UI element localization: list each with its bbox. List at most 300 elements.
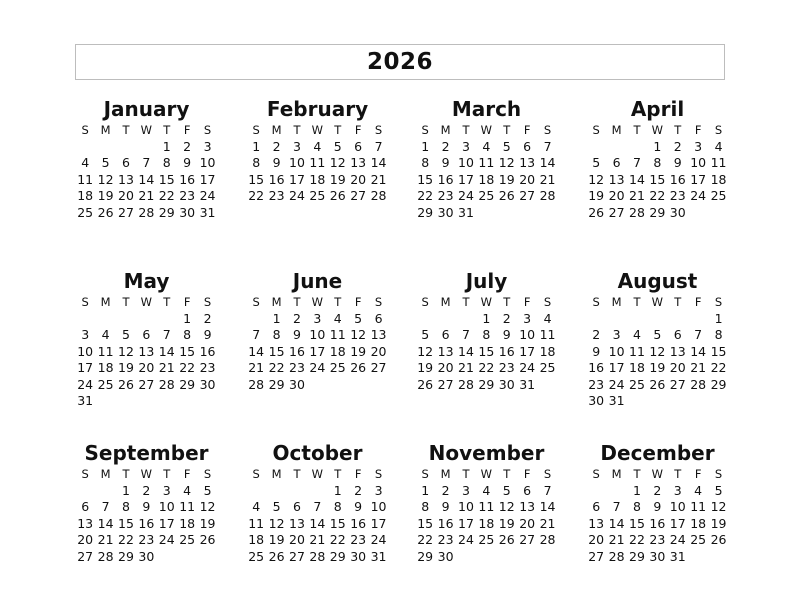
weekday-label: M bbox=[271, 295, 282, 309]
day-cell: 14 bbox=[458, 343, 474, 359]
empty-cell bbox=[75, 311, 95, 328]
day-cell: 23 bbox=[669, 188, 686, 203]
empty-cell bbox=[586, 483, 606, 500]
day-cell: 4 bbox=[482, 138, 491, 154]
day-cell: 28 bbox=[539, 188, 556, 203]
day-cell: 11 bbox=[478, 155, 495, 170]
day-cell: 16 bbox=[350, 515, 367, 531]
weekday-label: F bbox=[523, 467, 531, 481]
day-grid bbox=[246, 122, 389, 205]
day-cell: 6 bbox=[612, 155, 621, 170]
empty-cell bbox=[586, 139, 606, 156]
weekday-label: T bbox=[293, 295, 301, 309]
weekday-label: S bbox=[421, 467, 429, 481]
day-cell: 12 bbox=[97, 171, 114, 187]
month-name: December bbox=[600, 441, 715, 465]
day-cell: 17 bbox=[309, 343, 326, 359]
day-cell: 11 bbox=[539, 327, 556, 342]
weekday-label: F bbox=[183, 467, 191, 481]
weekday-label: S bbox=[81, 467, 89, 481]
day-cell: 17 bbox=[669, 515, 686, 531]
day-cell: 19 bbox=[498, 515, 515, 531]
day-cell: 28 bbox=[309, 548, 326, 564]
weekday-label: W bbox=[140, 123, 153, 137]
day-cell: 6 bbox=[142, 327, 151, 342]
day-cell: 8 bbox=[122, 499, 130, 514]
weekday-label: M bbox=[440, 295, 451, 309]
day-cell: 11 bbox=[478, 499, 495, 514]
day-cell: 11 bbox=[248, 515, 265, 531]
day-cell: 3 bbox=[203, 138, 212, 154]
day-cell: 20 bbox=[519, 171, 536, 187]
weekday-label: S bbox=[374, 123, 383, 137]
weekday-label: F bbox=[354, 295, 362, 309]
day-cell: 13 bbox=[289, 515, 305, 531]
day-cell: 27 bbox=[608, 204, 625, 220]
day-cell: 11 bbox=[309, 155, 326, 170]
day-cell: 2 bbox=[142, 482, 151, 498]
day-cell: 11 bbox=[77, 171, 94, 187]
month-name: November bbox=[428, 441, 545, 465]
day-cell: 25 bbox=[478, 188, 495, 203]
day-cell: 2 bbox=[592, 327, 601, 342]
month-name: October bbox=[272, 441, 363, 465]
weekday-label: F bbox=[183, 123, 191, 137]
day-cell: 30 bbox=[498, 376, 515, 392]
day-cell: 18 bbox=[77, 188, 94, 203]
day-cell: 23 bbox=[588, 376, 605, 392]
day-cell: 14 bbox=[158, 343, 175, 359]
day-cell: 15 bbox=[417, 515, 434, 531]
weekday-label: S bbox=[374, 295, 383, 309]
day-cell: 6 bbox=[374, 310, 383, 326]
empty-cell bbox=[246, 311, 266, 328]
day-cell: 28 bbox=[97, 548, 114, 564]
day-cell: 4 bbox=[101, 327, 110, 342]
weekday-label: S bbox=[203, 295, 212, 309]
day-cell: 4 bbox=[313, 138, 322, 154]
day-grid bbox=[75, 294, 218, 410]
day-cell: 10 bbox=[77, 343, 94, 359]
day-cell: 23 bbox=[437, 532, 454, 547]
day-cell: 7 bbox=[252, 327, 261, 342]
day-cell: 29 bbox=[118, 548, 134, 564]
day-cell: 1 bbox=[162, 138, 171, 154]
month-name: August bbox=[617, 269, 698, 293]
day-cell: 10 bbox=[690, 155, 707, 170]
day-cell: 22 bbox=[329, 532, 346, 547]
day-cell: 2 bbox=[441, 138, 450, 154]
day-cell: 18 bbox=[97, 360, 114, 375]
day-cell: 1 bbox=[482, 310, 491, 326]
month-december bbox=[586, 440, 729, 565]
day-cell: 15 bbox=[417, 171, 434, 187]
day-cell: 5 bbox=[101, 155, 110, 170]
day-cell: 1 bbox=[653, 138, 662, 154]
weekday-label: T bbox=[674, 123, 682, 137]
day-cell: 19 bbox=[118, 360, 134, 375]
month-name: June bbox=[292, 269, 343, 293]
day-cell: 9 bbox=[354, 499, 363, 514]
day-cell: 20 bbox=[350, 171, 367, 187]
day-cell: 2 bbox=[673, 138, 682, 154]
day-cell: 15 bbox=[248, 171, 265, 187]
weekday-label: T bbox=[503, 467, 511, 481]
day-cell: 23 bbox=[649, 532, 666, 547]
day-cell: 23 bbox=[138, 532, 155, 547]
day-cell: 21 bbox=[539, 171, 556, 187]
day-cell: 23 bbox=[289, 360, 305, 375]
day-cell: 12 bbox=[268, 515, 285, 531]
day-cell: 4 bbox=[482, 482, 491, 498]
day-cell: 11 bbox=[629, 343, 645, 359]
day-cell: 4 bbox=[333, 310, 342, 326]
day-cell: 5 bbox=[203, 482, 212, 498]
day-cell: 16 bbox=[289, 343, 305, 359]
day-cell: 8 bbox=[714, 327, 723, 342]
weekday-label: T bbox=[163, 123, 171, 137]
day-cell: 24 bbox=[309, 360, 326, 375]
weekday-label: T bbox=[633, 467, 641, 481]
day-grid bbox=[75, 466, 218, 565]
day-cell: 24 bbox=[77, 376, 94, 392]
day-cell: 20 bbox=[669, 360, 686, 375]
day-cell: 5 bbox=[272, 499, 281, 514]
empty-cell bbox=[668, 311, 688, 328]
day-cell: 25 bbox=[97, 376, 114, 392]
day-cell: 11 bbox=[97, 343, 114, 359]
day-cell: 26 bbox=[199, 532, 216, 547]
empty-cell bbox=[266, 483, 286, 500]
day-cell: 16 bbox=[437, 171, 454, 187]
day-cell: 11 bbox=[690, 499, 707, 514]
day-cell: 21 bbox=[248, 360, 265, 375]
day-cell: 27 bbox=[669, 376, 686, 392]
day-cell: 16 bbox=[669, 171, 686, 187]
weekday-label: F bbox=[523, 123, 531, 137]
day-cell: 3 bbox=[293, 138, 301, 154]
empty-cell bbox=[75, 483, 95, 500]
day-cell: 26 bbox=[649, 376, 666, 392]
month-name: March bbox=[451, 97, 522, 121]
day-cell: 1 bbox=[122, 482, 130, 498]
empty-cell bbox=[627, 139, 647, 156]
day-cell: 28 bbox=[629, 204, 645, 220]
day-cell: 29 bbox=[158, 204, 175, 220]
day-cell: 10 bbox=[370, 499, 387, 514]
day-cell: 14 bbox=[690, 343, 707, 359]
day-cell: 14 bbox=[370, 155, 387, 170]
day-cell: 27 bbox=[588, 548, 605, 564]
weekday-label: T bbox=[334, 467, 342, 481]
day-cell: 5 bbox=[502, 482, 511, 498]
day-cell: 7 bbox=[612, 499, 621, 514]
empty-cell bbox=[116, 139, 136, 156]
weekday-label: T bbox=[334, 295, 342, 309]
day-cell: 20 bbox=[118, 188, 134, 203]
day-cell: 30 bbox=[437, 204, 454, 220]
month-march bbox=[415, 96, 558, 221]
day-cell: 8 bbox=[272, 327, 281, 342]
month-july bbox=[415, 268, 558, 393]
weekday-label: T bbox=[633, 123, 641, 137]
day-cell: 2 bbox=[502, 310, 511, 326]
day-cell: 6 bbox=[523, 482, 532, 498]
day-cell: 6 bbox=[441, 327, 450, 342]
day-cell: 26 bbox=[588, 204, 605, 220]
month-february bbox=[246, 96, 389, 205]
day-cell: 10 bbox=[309, 327, 326, 342]
day-cell: 31 bbox=[370, 548, 387, 564]
day-cell: 22 bbox=[179, 360, 196, 375]
weekday-label: W bbox=[651, 295, 664, 309]
day-cell: 14 bbox=[248, 343, 265, 359]
day-cell: 10 bbox=[608, 343, 625, 359]
day-cell: 21 bbox=[690, 360, 707, 375]
weekday-label: F bbox=[694, 295, 702, 309]
weekday-label: S bbox=[252, 295, 260, 309]
day-cell: 11 bbox=[710, 155, 727, 170]
weekday-label: M bbox=[440, 467, 451, 481]
day-cell: 26 bbox=[498, 188, 515, 203]
day-cell: 21 bbox=[458, 360, 474, 375]
weekday-label: W bbox=[480, 467, 493, 481]
day-cell: 26 bbox=[97, 204, 114, 220]
day-cell: 24 bbox=[519, 360, 536, 375]
day-cell: 6 bbox=[293, 499, 301, 514]
weekday-label: S bbox=[252, 123, 260, 137]
day-cell: 30 bbox=[350, 548, 367, 564]
weekday-label: S bbox=[252, 467, 260, 481]
day-cell: 4 bbox=[543, 310, 552, 326]
day-cell: 2 bbox=[293, 310, 301, 326]
day-cell: 19 bbox=[710, 515, 727, 531]
day-cell: 25 bbox=[690, 532, 707, 547]
day-cell: 3 bbox=[462, 138, 470, 154]
day-cell: 1 bbox=[183, 310, 192, 326]
day-cell: 9 bbox=[293, 327, 301, 342]
day-cell: 10 bbox=[199, 155, 216, 170]
year-title: 2026 bbox=[366, 49, 433, 75]
day-cell: 31 bbox=[199, 204, 216, 220]
day-cell: 30 bbox=[588, 393, 605, 408]
day-cell: 10 bbox=[158, 499, 175, 514]
day-cell: 4 bbox=[81, 155, 90, 170]
day-cell: 16 bbox=[268, 171, 285, 187]
day-cell: 28 bbox=[248, 376, 265, 392]
weekday-label: W bbox=[311, 123, 324, 137]
day-cell: 5 bbox=[714, 482, 723, 498]
day-cell: 24 bbox=[608, 376, 625, 392]
day-cell: 29 bbox=[417, 204, 434, 220]
day-cell: 26 bbox=[118, 376, 134, 392]
weekday-label: T bbox=[674, 295, 682, 309]
weekday-label: M bbox=[100, 467, 111, 481]
day-cell: 7 bbox=[633, 155, 641, 170]
day-cell: 15 bbox=[329, 515, 346, 531]
day-cell: 29 bbox=[649, 204, 666, 220]
day-cell: 14 bbox=[539, 155, 556, 170]
weekday-label: W bbox=[651, 123, 664, 137]
day-cell: 13 bbox=[519, 155, 536, 170]
day-cell: 19 bbox=[588, 188, 605, 203]
weekday-label: S bbox=[81, 123, 89, 137]
day-cell: 7 bbox=[462, 327, 470, 342]
day-cell: 3 bbox=[673, 482, 682, 498]
day-cell: 9 bbox=[653, 499, 662, 514]
day-cell: 19 bbox=[417, 360, 434, 375]
day-cell: 27 bbox=[118, 204, 134, 220]
day-cell: 3 bbox=[374, 482, 383, 498]
day-cell: 3 bbox=[523, 310, 532, 326]
weekday-label: M bbox=[611, 123, 622, 137]
day-cell: 19 bbox=[350, 343, 367, 359]
day-grid bbox=[415, 466, 558, 565]
empty-cell bbox=[606, 311, 626, 328]
empty-cell bbox=[627, 311, 647, 328]
day-cell: 10 bbox=[458, 499, 474, 514]
empty-cell bbox=[75, 139, 95, 156]
day-cell: 30 bbox=[199, 376, 216, 392]
weekday-label: T bbox=[293, 467, 301, 481]
day-cell: 25 bbox=[77, 204, 94, 220]
weekday-label: W bbox=[140, 467, 153, 481]
day-cell: 16 bbox=[199, 343, 216, 359]
month-august bbox=[586, 268, 729, 410]
day-cell: 1 bbox=[421, 482, 430, 498]
day-cell: 18 bbox=[710, 171, 727, 187]
day-cell: 24 bbox=[158, 532, 175, 547]
day-cell: 8 bbox=[252, 155, 261, 170]
day-cell: 7 bbox=[313, 499, 322, 514]
month-name: May bbox=[123, 269, 170, 293]
day-cell: 15 bbox=[118, 515, 134, 531]
weekday-label: F bbox=[354, 123, 362, 137]
day-cell: 24 bbox=[370, 532, 387, 547]
day-cell: 4 bbox=[252, 499, 261, 514]
weekday-label: F bbox=[354, 467, 362, 481]
day-cell: 20 bbox=[437, 360, 454, 375]
month-october bbox=[246, 440, 389, 565]
day-cell: 21 bbox=[97, 532, 114, 547]
empty-cell bbox=[606, 483, 626, 500]
day-cell: 4 bbox=[183, 482, 192, 498]
day-cell: 25 bbox=[710, 188, 727, 203]
day-cell: 22 bbox=[118, 532, 134, 547]
weekday-label: M bbox=[271, 123, 282, 137]
day-cell: 17 bbox=[458, 171, 474, 187]
day-cell: 23 bbox=[179, 188, 196, 203]
day-cell: 2 bbox=[183, 138, 192, 154]
day-cell: 28 bbox=[539, 532, 556, 547]
day-cell: 29 bbox=[417, 548, 434, 564]
day-cell: 25 bbox=[629, 376, 645, 392]
day-cell: 6 bbox=[523, 138, 532, 154]
day-cell: 30 bbox=[289, 376, 305, 392]
day-cell: 18 bbox=[248, 532, 265, 547]
weekday-label: W bbox=[480, 123, 493, 137]
day-cell: 10 bbox=[519, 327, 536, 342]
day-cell: 1 bbox=[421, 138, 430, 154]
day-cell: 3 bbox=[313, 310, 322, 326]
weekday-label: W bbox=[311, 295, 324, 309]
day-cell: 23 bbox=[268, 188, 285, 203]
day-cell: 24 bbox=[690, 188, 707, 203]
day-cell: 3 bbox=[162, 482, 171, 498]
day-cell: 20 bbox=[289, 532, 305, 547]
day-cell: 22 bbox=[417, 188, 434, 203]
day-cell: 10 bbox=[289, 155, 305, 170]
day-cell: 27 bbox=[519, 188, 536, 203]
day-cell: 30 bbox=[437, 548, 454, 564]
day-cell: 19 bbox=[649, 360, 666, 375]
day-cell: 25 bbox=[539, 360, 556, 375]
day-grid bbox=[586, 294, 729, 410]
day-cell: 24 bbox=[458, 188, 474, 203]
month-name: September bbox=[84, 441, 209, 465]
day-cell: 8 bbox=[183, 327, 192, 342]
day-cell: 14 bbox=[309, 515, 326, 531]
day-cell: 7 bbox=[162, 327, 171, 342]
day-cell: 9 bbox=[441, 155, 450, 170]
day-cell: 12 bbox=[588, 171, 605, 187]
day-cell: 5 bbox=[354, 310, 363, 326]
weekday-label: M bbox=[611, 467, 622, 481]
day-cell: 27 bbox=[350, 188, 367, 203]
day-cell: 8 bbox=[482, 327, 491, 342]
day-cell: 9 bbox=[441, 499, 450, 514]
empty-cell bbox=[95, 139, 115, 156]
day-cell: 1 bbox=[714, 310, 723, 326]
month-name: April bbox=[630, 97, 685, 121]
day-cell: 28 bbox=[690, 376, 707, 392]
day-cell: 16 bbox=[179, 171, 196, 187]
weekday-label: M bbox=[611, 295, 622, 309]
day-cell: 9 bbox=[142, 499, 151, 514]
month-name: January bbox=[103, 97, 190, 121]
day-cell: 8 bbox=[421, 155, 430, 170]
day-cell: 17 bbox=[458, 515, 474, 531]
day-cell: 21 bbox=[138, 188, 155, 203]
weekday-label: S bbox=[203, 467, 212, 481]
day-cell: 15 bbox=[629, 515, 645, 531]
day-cell: 18 bbox=[179, 515, 196, 531]
day-cell: 12 bbox=[649, 343, 666, 359]
weekday-label: M bbox=[100, 295, 111, 309]
empty-cell bbox=[136, 139, 156, 156]
day-cell: 29 bbox=[268, 376, 285, 392]
day-cell: 6 bbox=[592, 499, 601, 514]
day-cell: 4 bbox=[714, 138, 723, 154]
day-cell: 17 bbox=[690, 171, 707, 187]
day-cell: 4 bbox=[633, 327, 641, 342]
day-cell: 2 bbox=[354, 482, 363, 498]
weekday-label: S bbox=[592, 467, 600, 481]
day-cell: 16 bbox=[437, 515, 454, 531]
day-cell: 24 bbox=[199, 188, 216, 203]
day-cell: 7 bbox=[101, 499, 110, 514]
day-cell: 27 bbox=[370, 360, 387, 375]
day-cell: 7 bbox=[694, 327, 703, 342]
day-cell: 13 bbox=[519, 499, 536, 514]
day-cell: 16 bbox=[588, 360, 605, 375]
day-cell: 4 bbox=[694, 482, 703, 498]
day-cell: 21 bbox=[539, 515, 556, 531]
day-cell: 22 bbox=[478, 360, 495, 375]
weekday-label: S bbox=[714, 123, 723, 137]
day-cell: 18 bbox=[329, 343, 346, 359]
day-cell: 31 bbox=[458, 204, 474, 220]
